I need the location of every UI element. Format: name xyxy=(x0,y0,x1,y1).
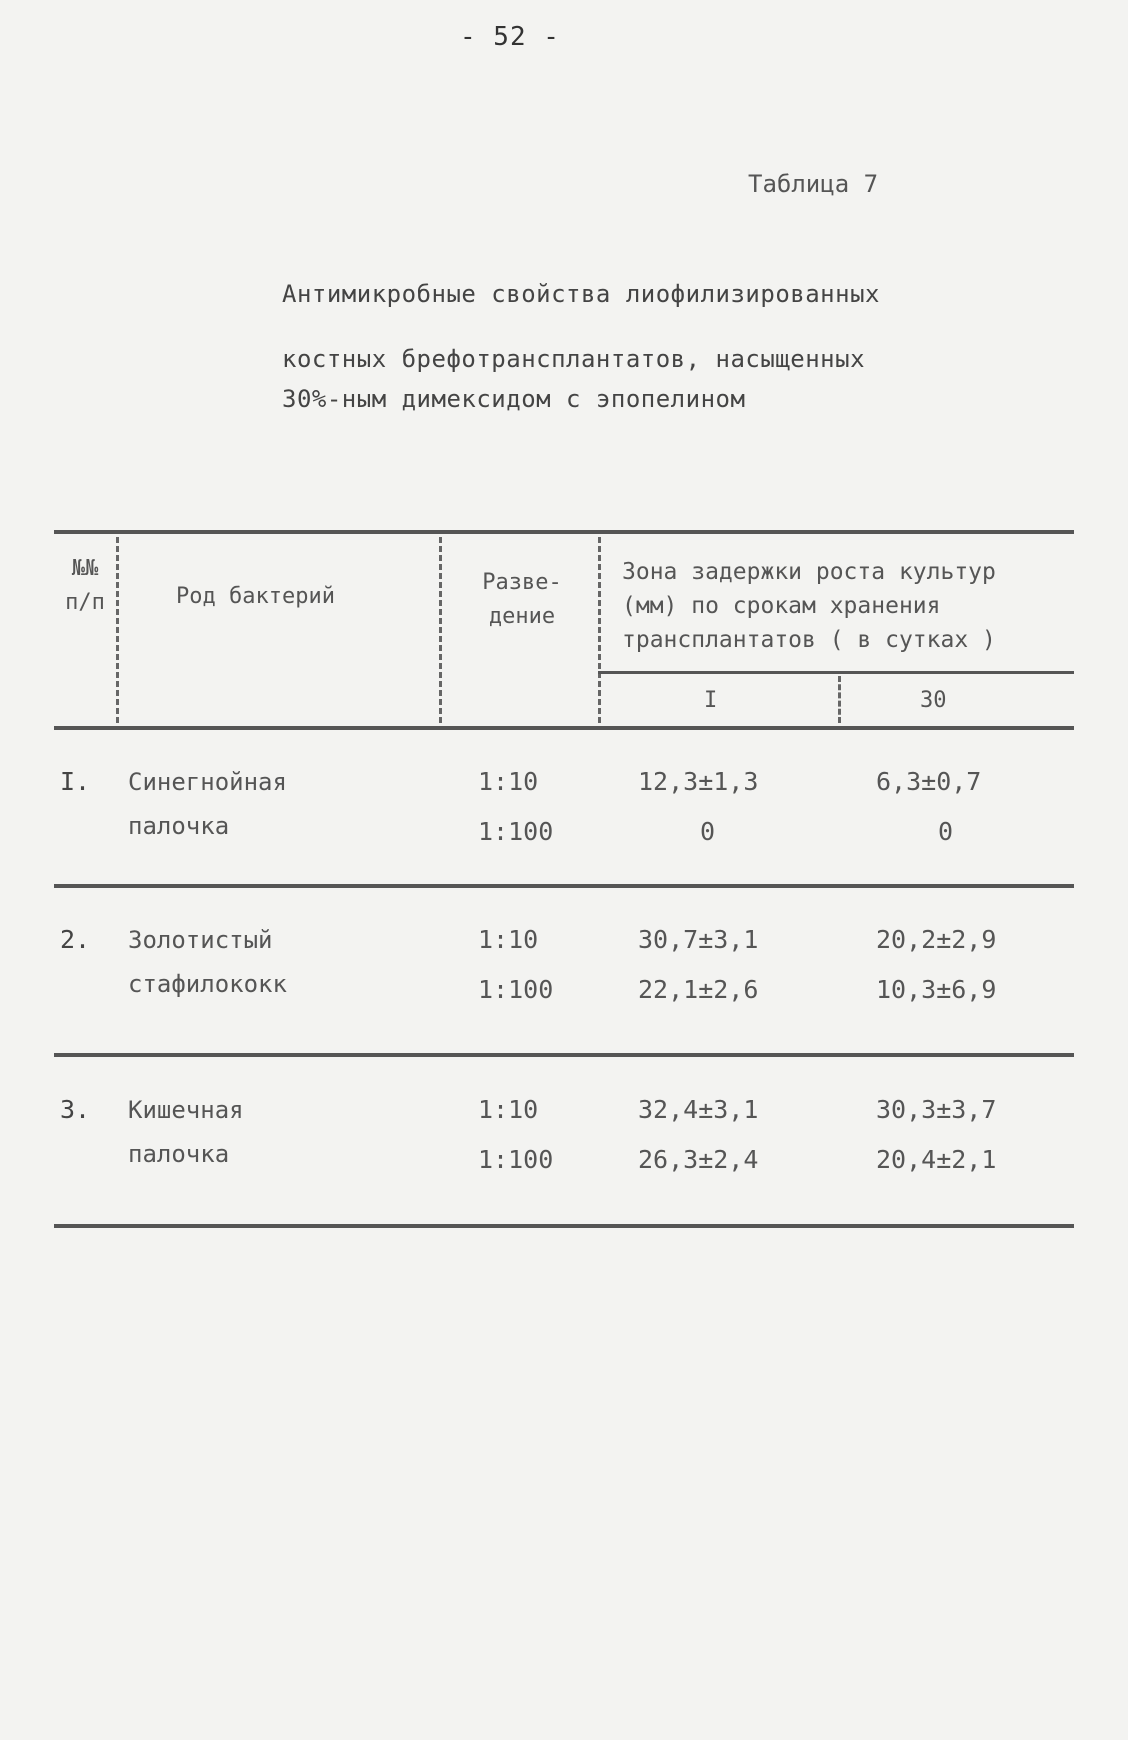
zone-day-30: 20,2±2,9 xyxy=(876,925,997,954)
column-divider xyxy=(116,537,119,723)
table-bottom-rule xyxy=(54,1224,1074,1228)
dilution-value: 1:10 xyxy=(478,925,539,954)
table-top-rule xyxy=(54,530,1074,534)
row-number: 2. xyxy=(60,925,91,954)
zone-day-1: 32,4±3,1 xyxy=(638,1095,759,1124)
dilution-value: 1:100 xyxy=(478,975,554,1004)
zone-day-1: 22,1±2,6 xyxy=(638,975,759,1004)
table-title-line-2: костных брефотрансплантатов, насыщенных xyxy=(282,345,866,373)
page-number: - 52 - xyxy=(460,22,560,52)
dilution-value: 1:100 xyxy=(478,817,554,846)
header-day-1: I xyxy=(704,688,718,713)
zone-day-1: 26,3±2,4 xyxy=(638,1145,759,1174)
table-label: Таблица 7 xyxy=(748,170,879,198)
zone-day-30: 30,3±3,7 xyxy=(876,1095,997,1124)
row-separator xyxy=(54,1053,1074,1057)
zone-day-1: 12,3±1,3 xyxy=(638,767,759,796)
dilution-value: 1:10 xyxy=(478,767,539,796)
row-number: 3. xyxy=(60,1095,91,1124)
table-title-line-3: 30%-ным димексидом с эпопелином xyxy=(282,385,746,413)
header-growth-zone: Зона задержки роста культур (мм) по срокам хранения трансплантатов ( в сутках ) xyxy=(622,559,996,653)
table-title-line-1: Антимикробные свойства лиофилизированных xyxy=(282,280,880,308)
bacteria-name: Кишечная палочка xyxy=(128,1096,244,1168)
zone-day-30: 0 xyxy=(938,817,954,846)
header-genus: Род бактерий xyxy=(176,584,335,609)
row-separator xyxy=(54,884,1074,888)
zone-day-1: 30,7±3,1 xyxy=(638,925,759,954)
header-bottom-rule xyxy=(54,726,1074,730)
zone-day-1: 0 xyxy=(700,817,716,846)
zone-subheader-rule xyxy=(598,671,1074,674)
header-number: №№ п/п xyxy=(65,556,105,615)
column-divider xyxy=(439,537,442,723)
dilution-value: 1:100 xyxy=(478,1145,554,1174)
bacteria-name: Золотистый стафилококк xyxy=(128,926,287,998)
row-number: I. xyxy=(60,767,91,796)
header-dilution: Разве- дение xyxy=(482,570,562,629)
column-divider xyxy=(838,676,841,723)
bacteria-name: Синегнойная палочка xyxy=(128,768,287,840)
zone-day-30: 20,4±2,1 xyxy=(876,1145,997,1174)
header-day-30: 30 xyxy=(920,688,947,713)
zone-day-30: 10,3±6,9 xyxy=(876,975,997,1004)
dilution-value: 1:10 xyxy=(478,1095,539,1124)
zone-day-30: 6,3±0,7 xyxy=(876,767,982,796)
column-divider xyxy=(598,537,601,723)
